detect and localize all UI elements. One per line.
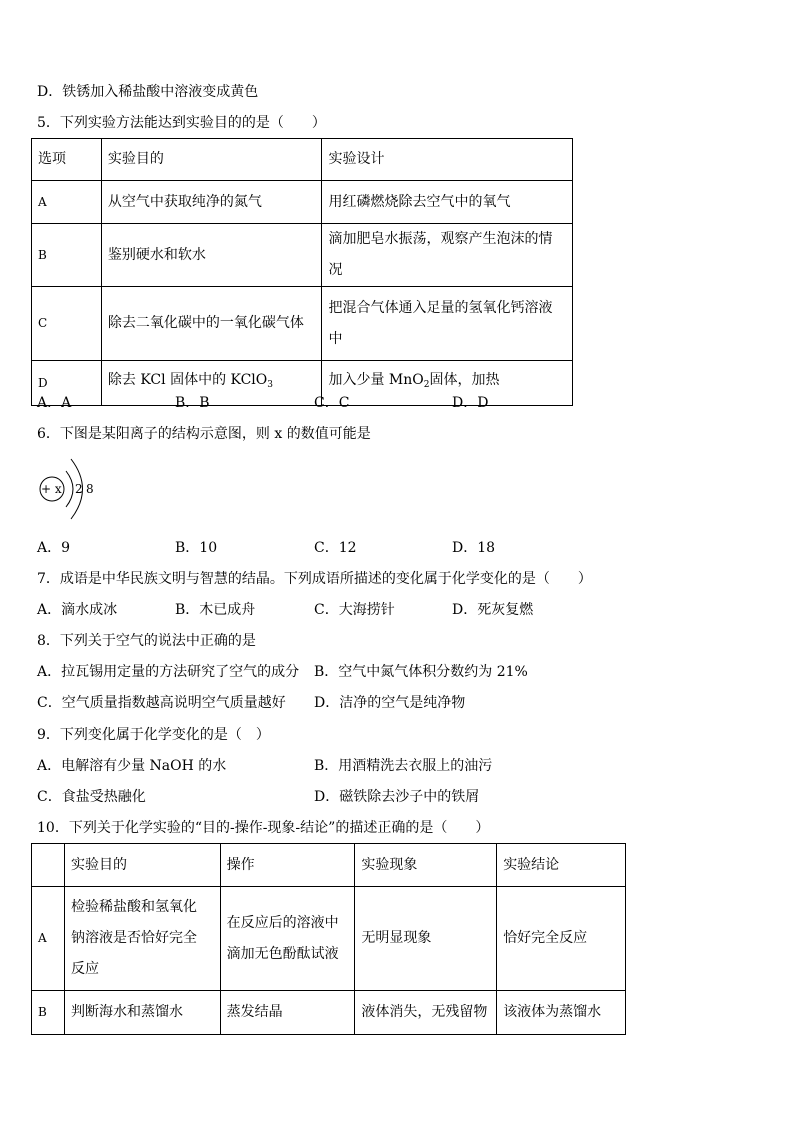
q10-header-phenomenon: 实验现象 (355, 844, 497, 887)
q10-header-conclusion: 实验结论 (497, 844, 626, 887)
q8-stem: 8．下列关于空气的说法中正确的是 (37, 633, 256, 649)
q5-row-key: D (32, 361, 102, 406)
q10-purpose-line: 检验稀盐酸和氢氧化 (70, 899, 197, 915)
q10-purpose-line: 钠溶液是否恰好完全 (70, 930, 197, 946)
q9-options-row1 (37, 757, 557, 775)
q5-formula: 除去 KCl 固体中的 KClO (107, 372, 268, 388)
q10-row-key: A (32, 887, 65, 991)
q5-subscript: 2 (423, 380, 430, 390)
q5-design-line: 把混合气体通入足量的氢氧化钙溶液 (328, 299, 553, 316)
q5-row-purpose: 除去二氧化碳中的一氧化碳气体 (101, 287, 322, 361)
q10-row-operation: 蒸发结晶 (220, 991, 355, 1035)
q8-option-b[interactable]: B．空气中氮气体积分数约为 21% (314, 664, 528, 680)
q5-row-design: 滴加肥皂水振荡，观察产生泡沫的情况 (322, 224, 573, 287)
q5-option-c[interactable]: C．C (314, 395, 350, 411)
q10-row-conclusion: 恰好完全反应 (497, 887, 626, 991)
q5-header-purpose: 实验目的 (101, 139, 322, 181)
shell-1-count: 2 (75, 482, 83, 496)
q10-header-key (32, 844, 65, 887)
q7-stem: 7．成语是中华民族文明与智慧的结晶。下列成语所描述的变化属于化学变化的是（ ） (37, 571, 592, 587)
q5-design-line: 中 (328, 330, 343, 347)
q6-option-b[interactable]: B．10 (175, 540, 218, 556)
q7-option-c[interactable]: C．大海捞针 (314, 602, 395, 618)
q5-design-tail: 固体，加热 (429, 372, 500, 388)
q10-row-conclusion: 该液体为蒸馏水 (497, 991, 626, 1035)
q10-header-purpose: 实验目的 (64, 844, 220, 887)
q5-header-option: 选项 (32, 139, 102, 181)
q8-options-row2 (37, 694, 557, 712)
q5-row-purpose: 从空气中获取纯净的氮气 (101, 181, 322, 224)
q9-option-b[interactable]: B．用酒精洗去衣服上的油污 (314, 758, 493, 774)
electron-shell-1 (66, 471, 73, 507)
q9-options-row2 (37, 788, 557, 806)
q5-row-key: C (32, 287, 102, 361)
q10-purpose-line: 反应 (70, 961, 99, 977)
q10-row-purpose (64, 887, 220, 991)
q7-option-a[interactable]: A．滴水成冰 (37, 602, 118, 618)
q10-operation-line: 在反应后的溶液中 (226, 914, 339, 931)
q4-option-d: D．铁锈加入稀盐酸中溶液变成黄色 (37, 84, 259, 100)
q5-table (31, 138, 573, 406)
q5-row-key: B (32, 224, 102, 287)
q5-row-design (322, 287, 573, 361)
q7-options (37, 601, 557, 619)
q5-option-d[interactable]: D．D (452, 395, 489, 411)
q6-option-d[interactable]: D．18 (452, 540, 496, 556)
q5-row-design: 用红磷燃烧除去空气中的氧气 (322, 181, 573, 224)
q9-option-a[interactable]: A．电解溶有少量 NaOH 的水 (37, 758, 227, 774)
q10-table (31, 843, 626, 1035)
q10-row-purpose: 判断海水和蒸馏水 (64, 991, 220, 1035)
q5-formula: 加入少量 MnO (328, 372, 424, 388)
q7-option-b[interactable]: B．木已成舟 (175, 602, 256, 618)
q5-option-a[interactable]: A．A (37, 395, 72, 411)
q10-row-key: B (32, 991, 65, 1035)
ion-structure-diagram (36, 455, 106, 525)
q10-row-phenomenon: 无明显现象 (355, 887, 497, 991)
q10-row-phenomenon: 液体消失，无残留物 (355, 991, 497, 1035)
q9-stem: 9．下列变化属于化学变化的是（ ） (37, 727, 270, 743)
q8-options-row1 (37, 663, 557, 681)
q5-subscript: 3 (267, 380, 273, 390)
q6-option-c[interactable]: C．12 (314, 540, 357, 556)
q7-option-d[interactable]: D．死灰复燃 (452, 602, 534, 618)
q10-row-operation (220, 887, 355, 991)
q10-operation-line: 滴加无色酚酞试液 (226, 945, 339, 962)
nucleus-charge: + x (41, 482, 62, 496)
q5-option-b[interactable]: B．B (175, 395, 210, 411)
q5-row-purpose: 鉴别硬水和软水 (101, 224, 322, 287)
q5-row-key: A (32, 181, 102, 224)
shell-2-count: 8 (86, 482, 94, 496)
q9-option-d[interactable]: D．磁铁除去沙子中的铁屑 (314, 789, 480, 805)
q10-header-operation: 操作 (220, 844, 355, 887)
q6-options (37, 539, 537, 557)
q10-stem: 10．下列关于化学实验的“目的-操作-现象-结论”的描述正确的是（ ） (37, 820, 490, 836)
q5-stem: 5．下列实验方法能达到实验目的的是（ ） (37, 115, 326, 131)
q6-option-a[interactable]: A．9 (37, 540, 71, 556)
q8-option-d[interactable]: D．洁净的空气是纯净物 (314, 695, 466, 711)
q5-options (37, 394, 537, 412)
q9-option-c[interactable]: C．食盐受热融化 (37, 789, 146, 805)
q5-header-design: 实验设计 (322, 139, 573, 181)
q8-option-c[interactable]: C．空气质量指数越高说明空气质量越好 (37, 695, 286, 711)
q8-option-a[interactable]: A．拉瓦锡用定量的方法研究了空气的成分 (37, 664, 300, 680)
q6-stem: 6．下图是某阳离子的结构示意图，则 x 的数值可能是 (37, 426, 371, 442)
